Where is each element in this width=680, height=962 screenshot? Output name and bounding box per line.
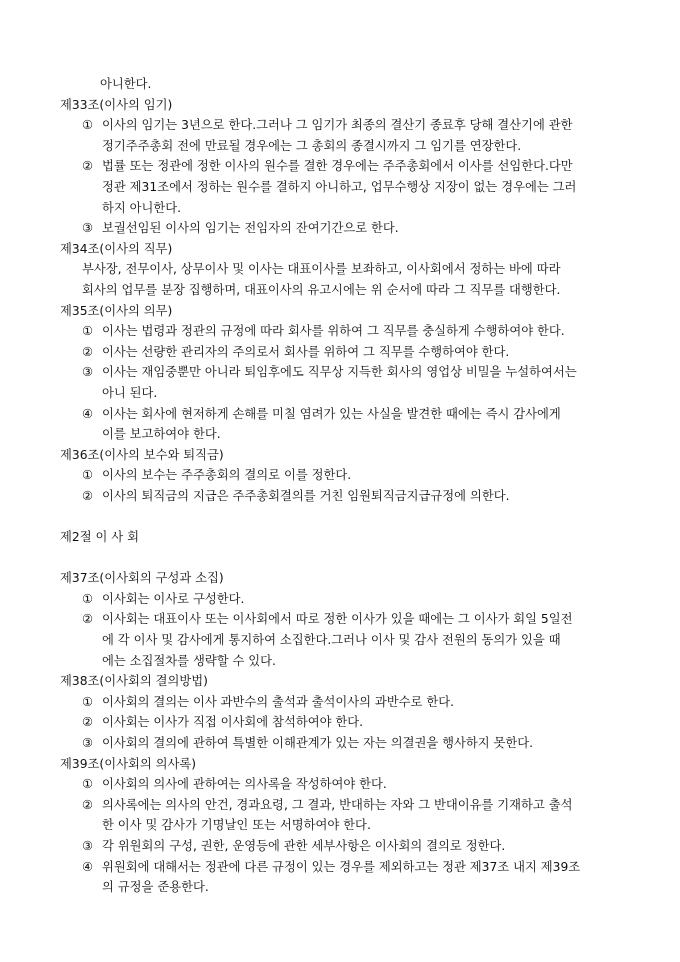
item-text-continuation: 이를 보고하여야 한다. (102, 427, 221, 442)
item-text: 이사회는 이사로 구성한다. (102, 591, 245, 606)
item-number: ① (82, 694, 94, 709)
article-34-heading: 제34조(이사의 직무) (60, 241, 173, 256)
item-text-continuation: 아니 된다. (102, 385, 158, 400)
item-text: 위원회에 대해서는 정관에 다른 규정이 있는 경우를 제외하고는 정관 제37조 내지 제39조 (102, 859, 581, 874)
document-body (60, 74, 626, 898)
item-number: ① (82, 777, 94, 792)
item-text-continuation: 의 규정을 준용한다. (102, 880, 209, 895)
item-text: 이사회는 이사가 직접 이사회에 참석하여야 한다. (102, 715, 364, 730)
list-item (60, 486, 626, 507)
item-number: ③ (82, 221, 94, 236)
article-38-heading: 제38조(이사회의 결의방법) (60, 674, 208, 689)
item-text: 이사는 회사에 현저하게 손해를 미칠 염려가 있는 사실을 발견한 때에는 즉시 감사에게 (102, 406, 561, 421)
item-text: 이사회의 결의는 이사 과반수의 출석과 출석이사의 과반수로 한다. (102, 694, 454, 709)
article-33-heading: 제33조(이사의 임기) (60, 97, 173, 112)
item-text-continuation: 에 각 이사 및 감사에게 통지하여 소집한다.그러나 이사 및 감사 전원의 동의가 있을 때 (102, 633, 561, 648)
item-text: 각 위원회의 구성, 권한, 운영등에 관한 세부사항은 이사회의 결의로 정한다. (102, 838, 506, 853)
item-text: 법률 또는 정관에 정한 이사의 원수를 결한 경우에는 주주총회에서 이사를 선임한다.다만 (102, 159, 573, 174)
item-text-continuation: 에는 소집절차를 생략할 수 있다. (102, 653, 276, 668)
list-item (60, 609, 626, 630)
list-item (60, 589, 626, 610)
list-item (60, 404, 626, 425)
item-number: ① (82, 468, 94, 483)
item-text: 이사는 선량한 관리자의 주의로서 회사를 위하여 그 직무를 수행하여야 한다. (102, 344, 510, 359)
item-text-continuation: 한 이사 및 감사가 기명날인 또는 서명하여야 한다. (102, 818, 371, 833)
list-item (60, 342, 626, 363)
item-text: 이사회의 의사에 관하여는 의사록을 작성하여야 한다. (102, 777, 387, 792)
list-item (60, 156, 626, 177)
item-text: 보궐선임된 이사의 임기는 전임자의 잔여기간으로 한다. (102, 221, 399, 236)
list-item (60, 218, 626, 239)
paragraph-continuation: 아니한다. (100, 77, 152, 91)
article-37-heading: 제37조(이사회의 구성과 소집) (60, 571, 224, 586)
article-39-heading: 제39조(이사회의 의사록) (60, 756, 197, 771)
spacer (60, 548, 626, 569)
item-number: ② (82, 344, 94, 359)
list-item (60, 836, 626, 857)
item-text: 이사의 퇴직금의 지급은 주주총회결의를 거친 임원퇴직금지급규정에 의한다. (102, 488, 510, 503)
item-text: 이사회의 결의에 관하여 특별한 이해관계가 있는 자는 의결권을 행사하지 못한다. (102, 736, 534, 750)
item-text-continuation: 하지 아니한다. (102, 200, 182, 215)
spacer (60, 506, 626, 527)
list-item (60, 321, 626, 342)
item-number: ② (82, 612, 94, 627)
article-35-heading: 제35조(이사의 의무) (60, 303, 173, 318)
item-text: 이사의 보수는 주주총회의 결의로 이를 정한다. (102, 468, 352, 483)
article-36-heading: 제36조(이사의 보수와 퇴직금) (60, 447, 224, 462)
item-text: 이사회는 대표이사 또는 이사회에서 따로 정한 이사가 있을 때에는 그 이사가 회일 5일전 (102, 612, 573, 627)
list-item (60, 774, 626, 795)
section-2-heading: 제2절 이 사 회 (60, 530, 139, 545)
item-text: 이사의 임기는 3년으로 한다.그러나 그 임기가 최종의 결산기 종료후 당해 결산기에 관한 (102, 118, 573, 133)
paragraph-text: 부사장, 전무이사, 상무이사 및 이사는 대표이사를 보좌하고, 이사회에서 정하는 바에 따라 (82, 262, 561, 277)
list-item (60, 692, 626, 713)
item-number: ② (82, 797, 94, 812)
list-item (60, 795, 626, 816)
list-item (60, 115, 626, 136)
list-item (60, 712, 626, 733)
list-item (60, 362, 626, 383)
list-item (60, 465, 626, 486)
list-item (60, 857, 626, 878)
item-text-continuation: 정기주주총회 전에 만료될 경우에는 그 총회의 종결시까지 그 임기를 연장한다. (102, 138, 522, 153)
paragraph-text: 회사의 업무를 분장 집행하며, 대표이사의 유고시에는 위 순서에 따라 그 직무를 대행한다. (82, 282, 561, 297)
item-number: ② (82, 488, 94, 503)
item-number: ③ (82, 736, 94, 750)
item-number: ③ (82, 365, 94, 380)
item-text: 이사는 재임중뿐만 아니라 퇴임후에도 직무상 지득한 회사의 영업상 비밀을 누설하여서는 (102, 365, 577, 380)
list-item (60, 733, 626, 754)
item-number: ② (82, 715, 94, 730)
item-text-continuation: 정관 제31조에서 정하는 원수를 결하지 아니하고, 업무수행상 지장이 없는 경우에는 그러 (102, 179, 577, 194)
item-number: ③ (82, 838, 94, 853)
item-text: 의사록에는 의사의 안건, 경과요령, 그 결과, 반대하는 자와 그 반대이유를 기재하고 출석 (102, 797, 573, 812)
item-number: ④ (82, 406, 94, 421)
item-number: ④ (82, 859, 94, 874)
item-number: ① (82, 591, 94, 606)
item-number: ① (82, 324, 94, 339)
item-text: 이사는 법령과 정관의 규정에 따라 회사를 위하여 그 직무를 충실하게 수행하여야 한다. (102, 324, 565, 339)
item-number: ② (82, 159, 94, 174)
item-number: ① (82, 118, 94, 133)
